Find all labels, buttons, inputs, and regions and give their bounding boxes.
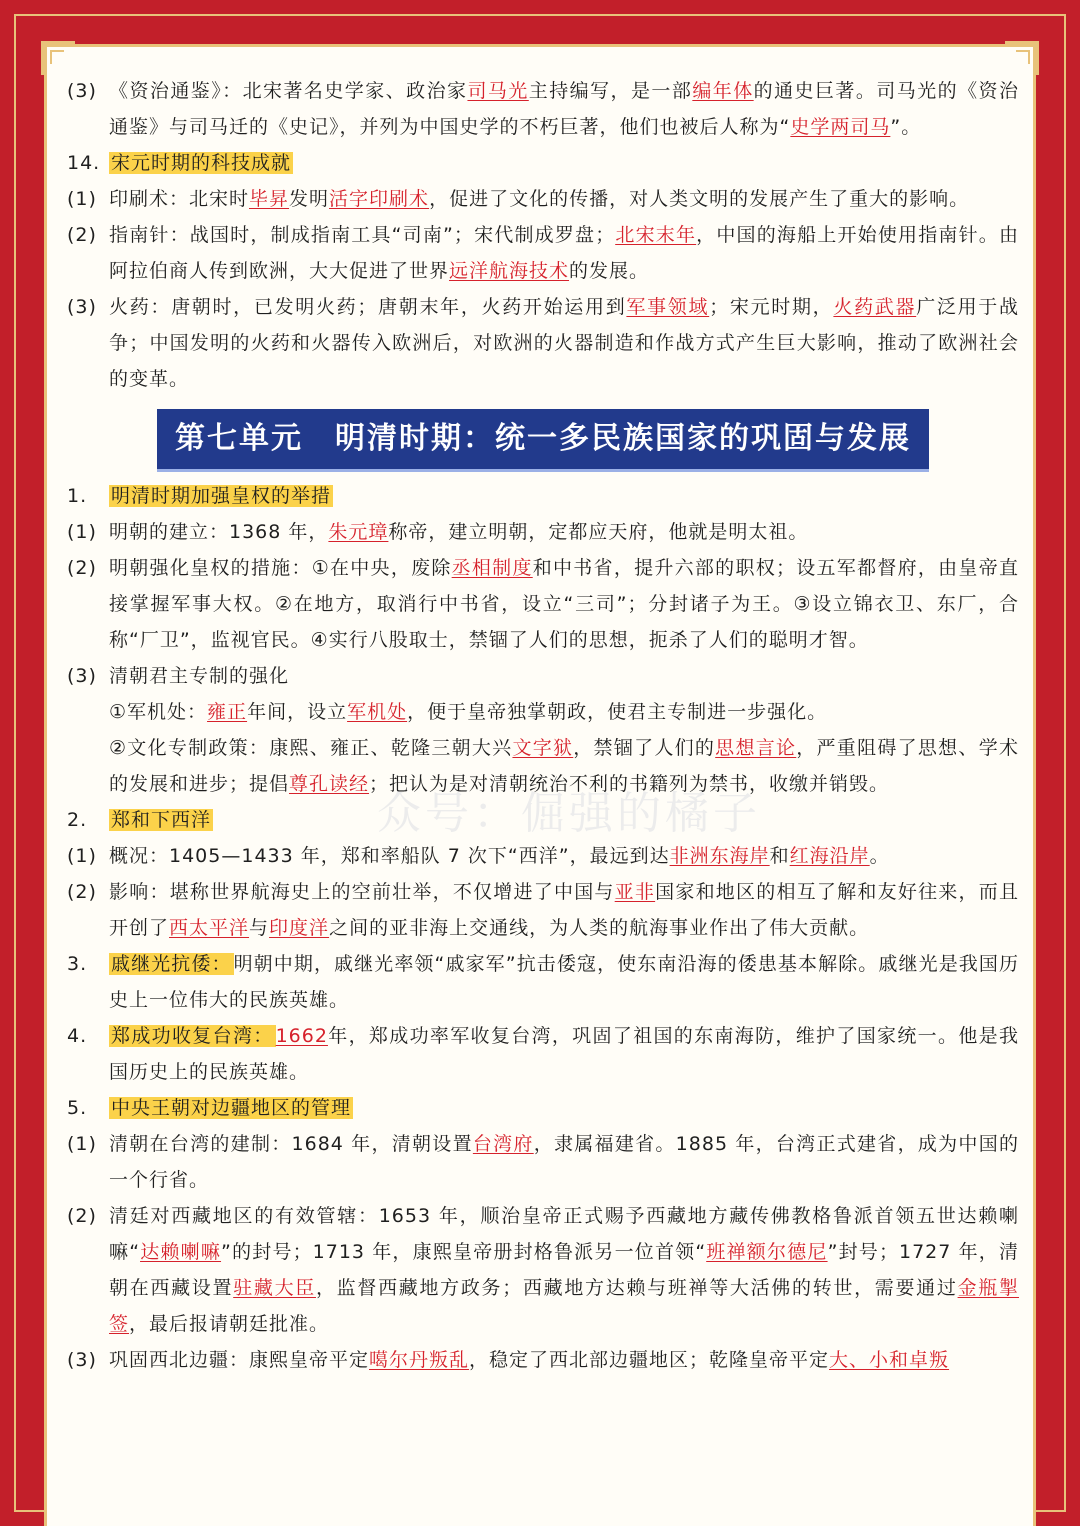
paragraph — [67, 181, 1019, 217]
paragraph — [67, 550, 1019, 658]
item-number: (3) — [67, 665, 97, 687]
unit-banner: 第七单元 明清时期：统一多民族国家的巩固与发展 — [157, 409, 929, 472]
paragraph — [67, 73, 1019, 145]
item-number: (2) — [67, 881, 97, 903]
text: ”封号；1727 年，清朝在西藏设置 — [109, 1241, 1019, 1299]
corner-ornament-right — [1005, 41, 1039, 75]
item-number: 5. — [67, 1097, 88, 1119]
paragraph — [67, 1342, 1019, 1378]
keyword: 军事领域 — [626, 296, 710, 318]
text: 印刷术：北宋时 — [109, 188, 250, 210]
text: 和 — [769, 845, 790, 867]
unit-banner-wrap — [67, 409, 1019, 472]
keyword: 军机处 — [347, 701, 408, 723]
section-heading — [67, 145, 1019, 181]
keyword: 远洋航海技术 — [449, 260, 570, 282]
text: ，促进了文化的传播，对人类文明的发展产生了重大的影响。 — [429, 188, 970, 210]
text: ，便于皇帝独掌朝政，使君主专制进一步强化。 — [407, 701, 828, 723]
paragraph-text — [109, 217, 1019, 289]
text: ，监督西藏地方政务；西藏地方达赖与班禅等大活佛的转世，需要通过 — [315, 1277, 958, 1299]
item-number: 1. — [67, 485, 88, 507]
keyword: 班禅额尔德尼 — [706, 1241, 828, 1263]
text: 称帝，建立明朝，定都应天府，他就是明太祖。 — [388, 521, 809, 543]
text: 之间的亚非海上交通线，为人类的航海事业作出了伟大贡献。 — [329, 917, 870, 939]
text: ，严重阻碍了思想、学术的发展和进步；提倡 — [109, 737, 1019, 795]
keyword: 毕昇 — [249, 188, 290, 210]
keyword: 北宋末年 — [615, 224, 697, 246]
item-number: 4. — [67, 1025, 88, 1047]
heading-highlight: 明清时期加强皇权的举措 — [111, 485, 332, 507]
keyword: 台湾府 — [472, 1133, 534, 1155]
keyword: 达赖喇嘛 — [140, 1241, 222, 1263]
keyword: 史学两司马 — [790, 116, 891, 138]
keyword: 雍正 — [207, 701, 248, 723]
text: 广泛用于战争；中国发明的火药和火器传入欧洲后，对欧洲的火器制造和作战方式产生巨大影响，推动了欧洲社会的变革。 — [109, 296, 1019, 390]
keyword: 非洲东海岸 — [669, 845, 770, 867]
text: 火药：唐朝时，已发明火药；唐朝末年，火药开始运用到 — [109, 296, 627, 318]
text: ”的封号；1713 年，康熙皇帝册封格鲁派另一位首领“ — [221, 1241, 707, 1263]
keyword: 丞相制度 — [451, 557, 533, 579]
item-number: (3) — [67, 80, 97, 102]
text: 发明 — [289, 188, 330, 210]
text: 。 — [869, 845, 890, 867]
text: 明朝的建立：1368 年， — [109, 521, 329, 543]
keyword: 思想言论 — [715, 737, 797, 759]
text: 明朝强化皇权的措施：①在中央，废除 — [109, 557, 452, 579]
paragraph-text — [109, 73, 1019, 145]
text: 与 — [249, 917, 270, 939]
paragraph-text — [109, 946, 1019, 1018]
text: 巩固西北边疆：康熙皇帝平定 — [109, 1349, 370, 1371]
paragraph-text — [109, 874, 1019, 946]
text: ，中国的海船上开始使用指南针。由阿拉伯商人传到欧洲，大大促进了世界 — [109, 224, 1019, 282]
item-number: (2) — [67, 224, 97, 246]
paragraph — [67, 838, 1019, 874]
keyword: 编年体 — [692, 80, 754, 102]
keyword: 大、小和卓叛 — [829, 1349, 950, 1371]
paragraph-text — [109, 730, 1019, 802]
keyword: 印度洋 — [269, 917, 330, 939]
watermark: 众号：倔强的橘子 — [377, 788, 761, 839]
paragraph — [67, 694, 1019, 730]
paragraph — [67, 514, 1019, 550]
keyword: 火药武器 — [833, 296, 917, 318]
paragraph-text — [109, 514, 1019, 550]
keyword: 红海沿岸 — [789, 845, 870, 867]
heading-highlight: 宋元时期的科技成就 — [111, 152, 292, 174]
keyword: 司马光 — [467, 80, 529, 102]
text: 影响：堪称世界航海史上的空前壮举，不仅增进了中国与 — [109, 881, 615, 903]
heading-highlight: 郑成功收复台湾： — [111, 1025, 274, 1047]
item-number: (3) — [67, 1349, 97, 1371]
paragraph-text — [109, 289, 1019, 397]
paragraph — [67, 874, 1019, 946]
paragraph — [67, 730, 1019, 802]
text: 清朝在台湾的建制：1684 年，清朝设置 — [109, 1133, 473, 1155]
paragraph — [67, 658, 1019, 694]
text: 和中书省，提升六部的职权；设五军都督府，由皇帝直接掌握军事大权。②在地方，取消行中书省，设立“三司”；分封诸子为王。③设立锦衣卫、东厂，合称“厂卫”，监视官民。④实行八股取士，禁锢了人们的思想，扼杀了人们的聪明才智。 — [109, 557, 1019, 651]
text: 《资治通鉴》：北宋著名史学家、政治家 — [109, 80, 468, 102]
paragraph — [67, 946, 1019, 1018]
heading-highlight: 戚继光抗倭： — [111, 953, 232, 975]
paragraph-text — [109, 838, 1019, 874]
document-content — [67, 73, 1019, 1378]
keyword: 活字印刷术 — [329, 188, 430, 210]
text: ，稳定了西北部边疆地区；乾隆皇帝平定 — [469, 1349, 830, 1371]
paragraph-text — [109, 181, 1019, 217]
text: 清廷对西藏地区的有效管辖：1653 年，顺治皇帝正式赐予西藏地方藏传佛教格鲁派首领五世达赖喇嘛“ — [109, 1205, 1019, 1263]
heading-highlight: 郑和下西洋 — [111, 809, 212, 831]
paragraph — [67, 1126, 1019, 1198]
text: 明朝中期，戚继光率领“戚家军”抗击倭寇，使东南沿海的倭患基本解除。戚继光是我国历史上一位伟大的民族英雄。 — [109, 953, 1019, 1011]
document-sheet — [44, 44, 1036, 1526]
text: ②文化专制政策：康熙、雍正、乾隆三朝大兴 — [109, 737, 513, 759]
text: ；把认为是对清朝统治不利的书籍列为禁书，收缴并销毁。 — [369, 773, 890, 795]
text: 国家和地区的相互了解和友好往来，而且开创了 — [109, 881, 1019, 939]
text: 年，郑成功率军收复台湾，巩固了祖国的东南海防，维护了国家统一。他是我国历史上的民族英雄。 — [109, 1025, 1019, 1083]
paragraph-text: 清朝君主专制的强化 — [109, 665, 290, 687]
item-number: (2) — [67, 1205, 97, 1227]
keyword: 1662 — [275, 1025, 328, 1047]
keyword: 朱元璋 — [328, 521, 389, 543]
item-number: (2) — [67, 557, 97, 579]
keyword: 西太平洋 — [169, 917, 250, 939]
text: 的通史巨著。司马光的《资治通鉴》与司马迁的《史记》，并列为中国史学的不朽巨著，他们也被后人称为“ — [109, 80, 1019, 138]
text: 概况：1405—1433 年，郑和率船队 7 次下“西洋”，最远到达 — [109, 845, 670, 867]
paragraph-text — [109, 1342, 1019, 1378]
item-number: (1) — [67, 845, 97, 867]
item-number: 3. — [67, 953, 88, 975]
heading-highlight: 中央王朝对边疆地区的管理 — [111, 1097, 352, 1119]
item-number: (1) — [67, 188, 97, 210]
paragraph-text — [109, 694, 1019, 730]
paragraph-text — [109, 1126, 1019, 1198]
text: ，禁锢了人们的 — [573, 737, 716, 759]
item-number: 14. — [67, 152, 101, 174]
section-heading — [67, 1090, 1019, 1126]
keyword: 噶尔丹叛乱 — [369, 1349, 470, 1371]
section-heading — [67, 478, 1019, 514]
text: ；宋元时期， — [709, 296, 834, 318]
keyword: 驻藏大臣 — [233, 1277, 316, 1299]
paragraph — [67, 217, 1019, 289]
text: ”。 — [890, 116, 922, 138]
text: 的发展。 — [569, 260, 650, 282]
section-heading — [67, 802, 1019, 838]
text: ，最后报请朝廷批准。 — [129, 1313, 330, 1335]
item-number: 2. — [67, 809, 88, 831]
text: ①军机处： — [109, 701, 208, 723]
paragraph — [67, 289, 1019, 397]
keyword: 尊孔读经 — [289, 773, 370, 795]
paragraph — [67, 1198, 1019, 1342]
text: 主持编写，是一部 — [528, 80, 693, 102]
text: 年间，设立 — [247, 701, 348, 723]
keyword: 文字狱 — [512, 737, 574, 759]
keyword: 亚非 — [614, 881, 656, 903]
item-number: (3) — [67, 296, 97, 318]
item-number: (1) — [67, 1133, 97, 1155]
item-number: (1) — [67, 521, 97, 543]
text: 指南针：战国时，制成指南工具“司南”；宋代制成罗盘； — [109, 224, 616, 246]
paragraph-text — [109, 550, 1019, 658]
text: ，隶属福建省。1885 年，台湾正式建省，成为中国的一个行省。 — [109, 1133, 1019, 1191]
keyword: 金瓶掣签 — [109, 1277, 1019, 1335]
paragraph-text — [109, 1018, 1019, 1090]
corner-ornament-left — [41, 41, 75, 75]
paragraph — [67, 1018, 1019, 1090]
paragraph-text — [109, 1198, 1019, 1342]
